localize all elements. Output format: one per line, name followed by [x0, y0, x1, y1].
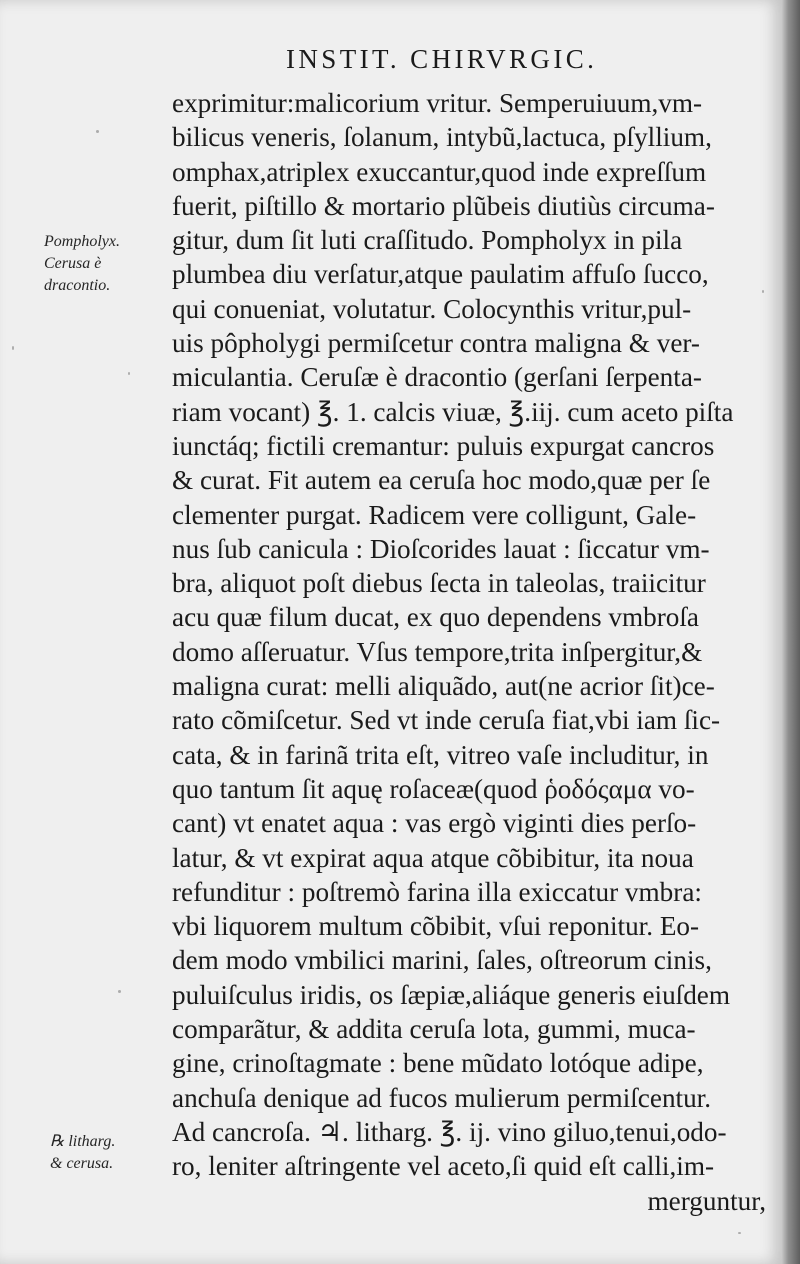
text-line: gitur, dum ſit luti craſſitudo. Pompholyx in pila: [172, 225, 683, 256]
text-line: riam vocant) ℥. 1. calcis viuæ, ℥.iij. cum aceto piſta: [172, 396, 734, 427]
marginal-note-pompholyx: [44, 231, 120, 297]
marginal-line: Cerusa è: [44, 255, 102, 272]
text-line: cata, & in farinã trita eſt, vitreo vaſe includitur, in: [172, 739, 709, 770]
text-line: rato cõmiſcetur. Sed vt inde ceruſa fiat,vbi iam ſic-: [172, 705, 721, 736]
text-line: quo tantum ſit aquę roſaceæ(quod ῥοδόςαμα vo-: [172, 773, 695, 804]
text-line: refunditur : poſtremò farina illa exiccatur vmbra:: [172, 876, 702, 907]
text-line: comparãtur, & addita ceruſa lota, gummi, muca-: [172, 1014, 696, 1045]
paper-speck: [128, 372, 130, 375]
text-line: vbi liquorem multum cõbibit, vſui reponitur. Eo-: [172, 911, 700, 942]
text-line: maligna curat: melli aliquãdo, aut(ne acrior ſit)ce-: [172, 671, 715, 702]
paper-speck: [762, 290, 764, 293]
text-line: miculantia. Ceruſæ è dracontio (gerſani ſerpenta-: [172, 362, 702, 393]
text-line: domo aſſeruatur. Vſus tempore,trita inſpergitur,&: [172, 636, 703, 667]
marginal-line: ℞ litharg.: [50, 1133, 116, 1150]
text-line: clementer purgat. Radicem vere colligunt, Gale-: [172, 499, 697, 530]
paper-speck: [96, 130, 99, 133]
text-line: gine, crinoſtagmate : bene mũdato lotóque adipe,: [172, 1048, 704, 1079]
text-line-catchword: merguntur,: [647, 1185, 766, 1216]
text-line: bilicus veneris, ſolanum, intybũ,lactuca, pſyllium,: [172, 122, 712, 153]
marginal-line: & cerusa.: [50, 1155, 114, 1172]
paper-speck: [118, 990, 121, 993]
text-line: fuerit, piſtillo & mortario plũbeis diutiùs circuma-: [172, 190, 715, 221]
text-line: & curat. Fit autem ea ceruſa hoc modo,quæ per ſe: [172, 465, 711, 496]
text-line: bra, aliquot poſt diebus ſecta in taleolas, traiicitur: [172, 568, 706, 599]
paper-speck: [738, 1232, 741, 1234]
text-line: acu quæ filum ducat, ex quo dependens vmbroſa: [172, 602, 699, 633]
text-line: iunctáq; fictili cremantur: puluis expurgat cancros: [172, 430, 715, 461]
text-line: cant) vt enatet aqua : vas ergò viginti dies perſo-: [172, 808, 697, 839]
text-line: exprimitur:malicorium vritur. Semperuiuum,vm-: [172, 88, 703, 118]
running-head: INSTIT. CHIRVRGIC.: [286, 44, 598, 74]
paper-speck: [12, 346, 14, 350]
text-line: dem modo vmbilici marini, ſales, oſtreorum cinis,: [172, 945, 712, 976]
marginal-line: dracontio.: [44, 277, 111, 294]
marginal-note-litharg: [50, 1131, 115, 1175]
body-text: [172, 86, 772, 1218]
page-edge: [782, 0, 800, 1264]
text-line: nus ſub canicula : Dioſcorides lauat : ſiccatur vm-: [172, 533, 710, 564]
text-line: ro, leniter aſtringente vel aceto,ſi quid eſt calli,im-: [172, 1151, 715, 1182]
text-line: Ad cancroſa. ♃. litharg. ℥. ij. vino giluo,tenui,odo-: [172, 1116, 727, 1147]
text-line: anchuſa denique ad fucos mulierum permiſcentur.: [172, 1082, 712, 1113]
text-line: uis pôpholygi permiſcetur contra maligna & ver-: [172, 328, 700, 359]
marginal-line: Pompholyx.: [44, 233, 120, 250]
text-line: latur, & vt expirat aqua atque cõbibitur, ita noua: [172, 842, 694, 873]
text-line: qui conueniat, volutatur. Colocynthis vritur,pul-: [172, 293, 692, 324]
text-line: puluiſculus iridis, os ſæpiæ,aliáque generis eiuſdem: [172, 979, 731, 1010]
text-line: plumbea diu verſatur,atque paulatim affuſo ſucco,: [172, 259, 709, 290]
text-line: omphax,atriplex exuccantur,quod inde expreſſum: [172, 156, 707, 187]
